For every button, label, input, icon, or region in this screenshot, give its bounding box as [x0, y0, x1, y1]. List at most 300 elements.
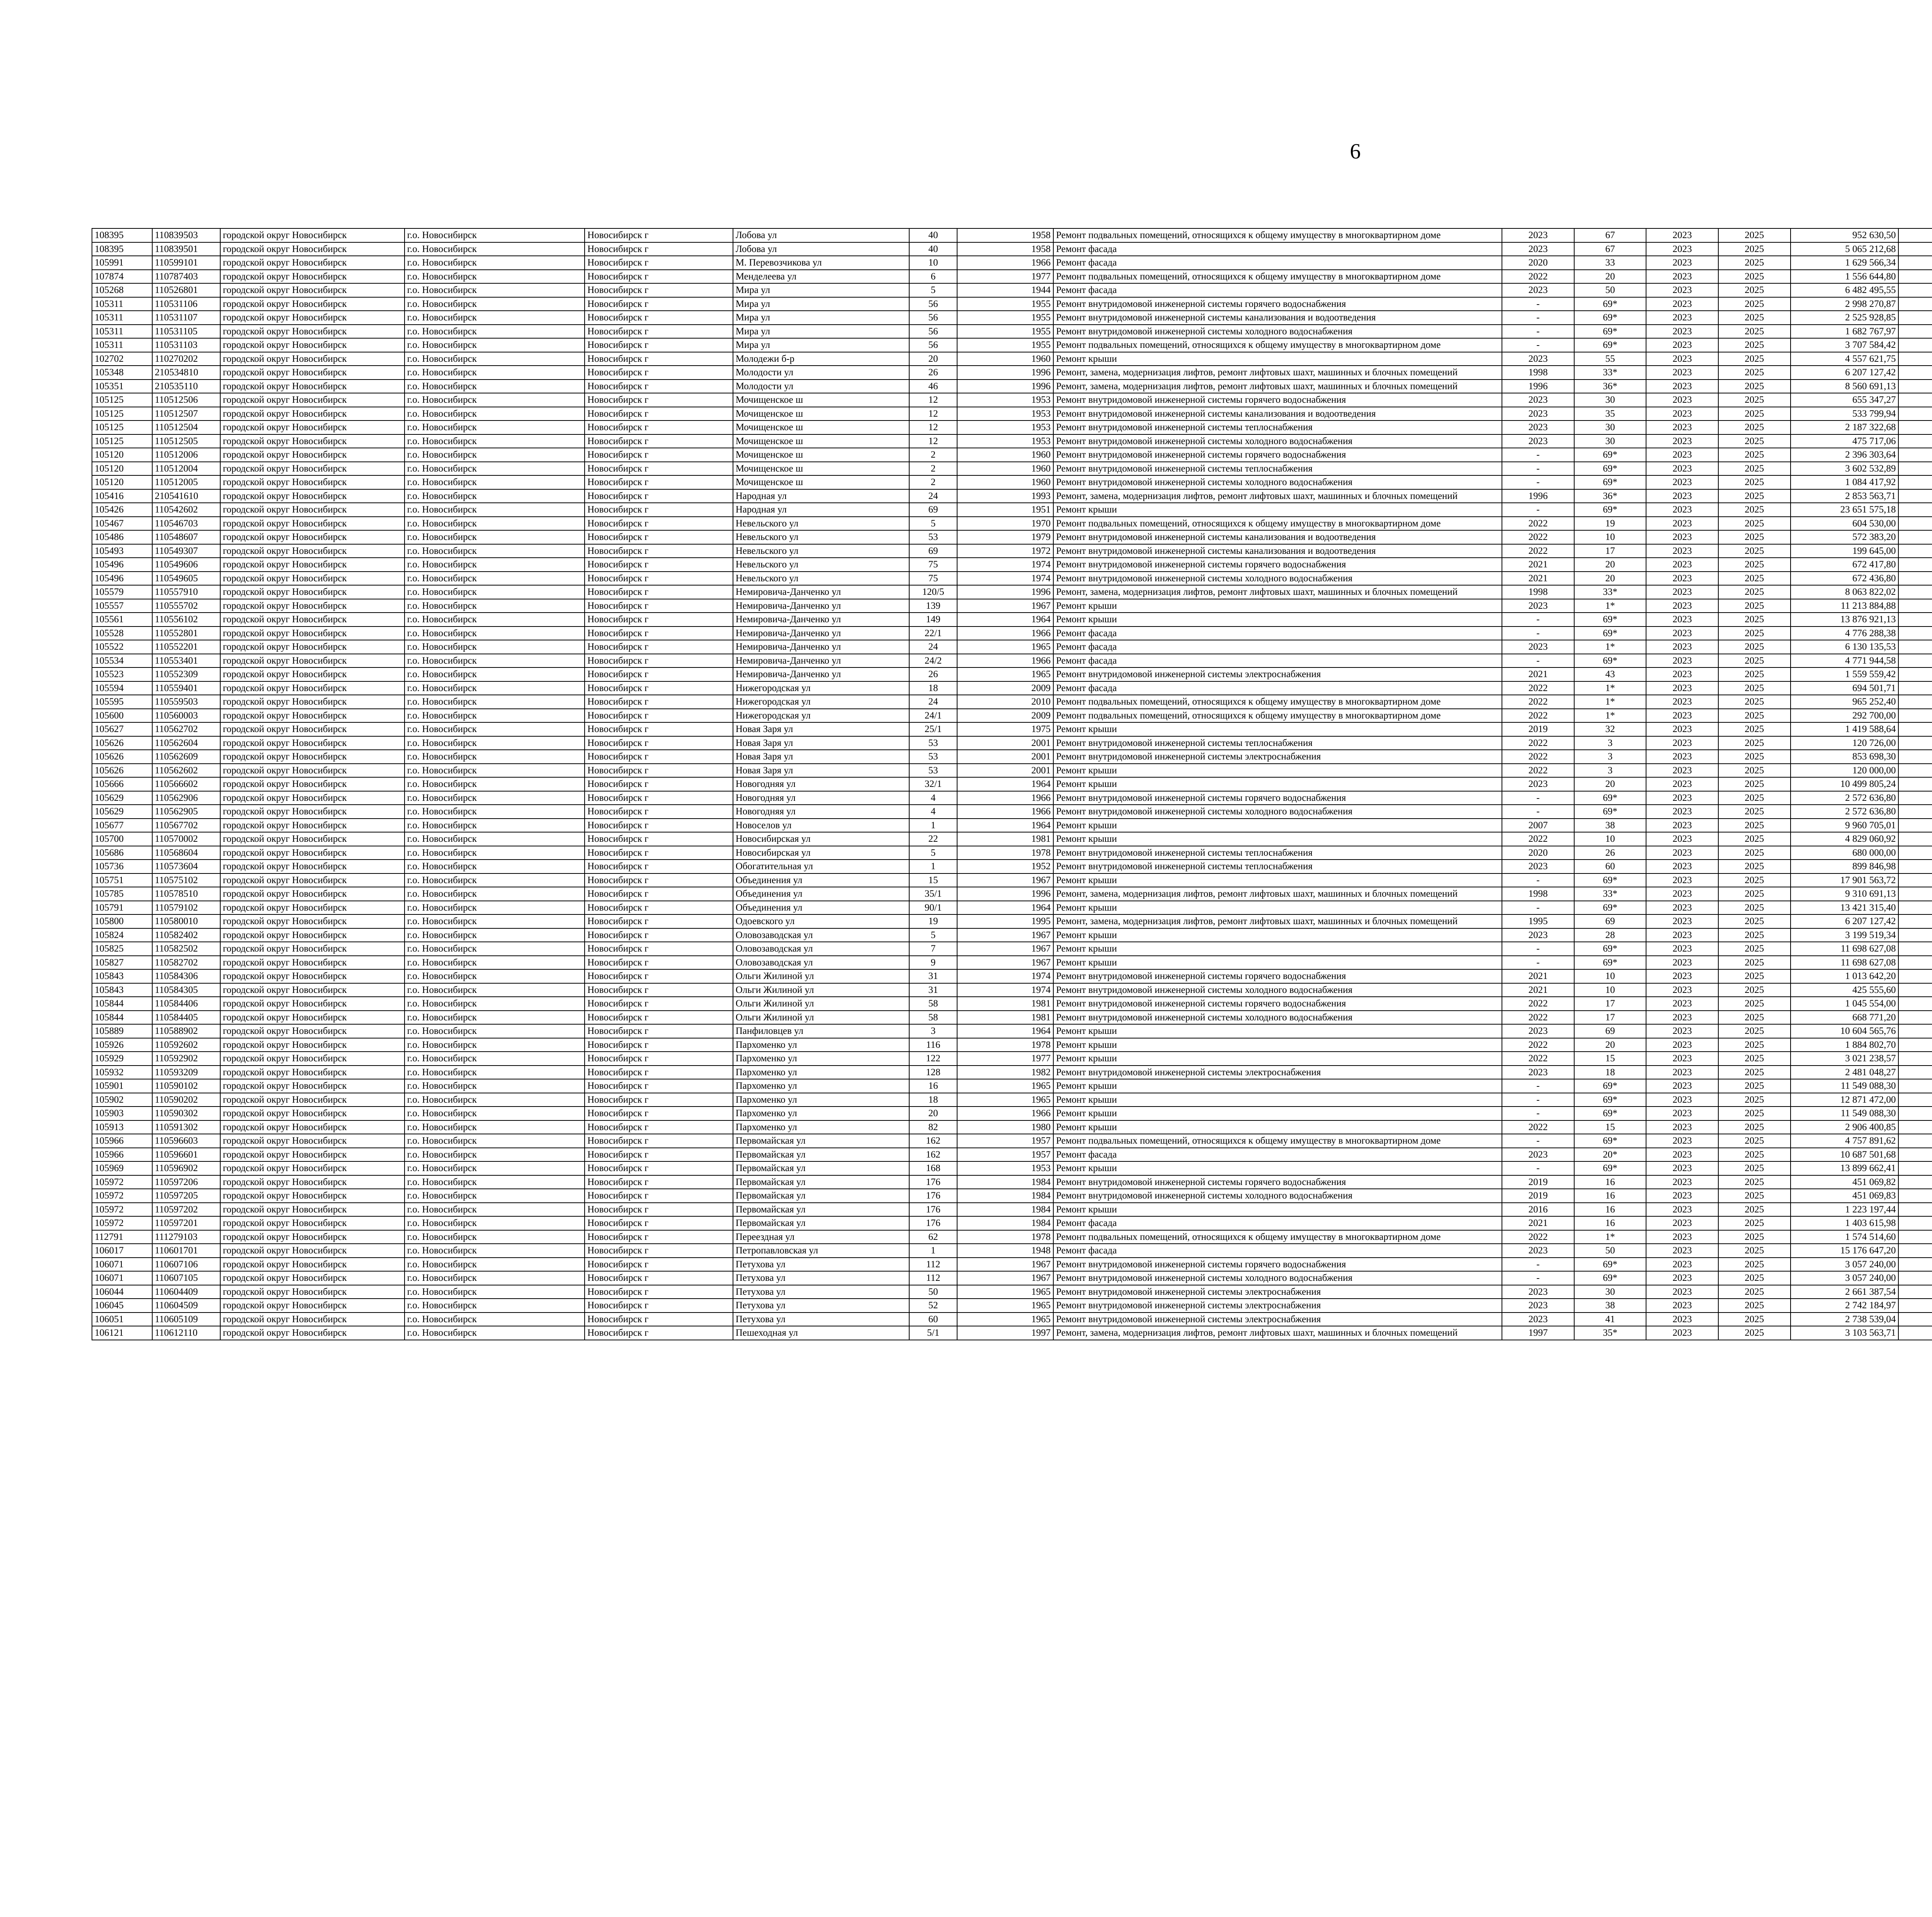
- cell-fund_amount: [1898, 983, 1932, 997]
- cell-plan_start: 2023: [1646, 695, 1718, 709]
- cell-wear: 10: [1574, 983, 1646, 997]
- cell-street: Невельского ул: [733, 558, 909, 572]
- cell-wear: 69: [1574, 1024, 1646, 1038]
- cell-municipality: городской округ Новосибирск: [220, 380, 405, 393]
- cell-code: 110552309: [152, 667, 220, 681]
- cell-plan_start: 2023: [1646, 819, 1718, 833]
- cell-year_last: -: [1502, 1258, 1574, 1272]
- cell-fund_amount: [1898, 805, 1932, 819]
- cell-plan_end: 2025: [1718, 681, 1791, 695]
- cell-urban_district: г.о. Новосибирск: [405, 1189, 585, 1203]
- cell-urban_district: г.о. Новосибирск: [405, 860, 585, 873]
- cell-house: 40: [909, 228, 957, 242]
- cell-wear: 41: [1574, 1313, 1646, 1326]
- cell-cost_total: 680 000,00: [1791, 846, 1899, 860]
- cell-year_last: 2023: [1502, 228, 1574, 242]
- cell-wear: 69*: [1574, 448, 1646, 462]
- cell-wear: 19: [1574, 517, 1646, 531]
- cell-urban_district: г.о. Новосибирск: [405, 503, 585, 517]
- cell-cost_total: 3 057 240,00: [1791, 1258, 1899, 1272]
- cell-plan_end: 2025: [1718, 283, 1791, 297]
- cell-house: 40: [909, 242, 957, 256]
- cell-year_last: 2022: [1502, 695, 1574, 709]
- cell-plan_start: 2023: [1646, 558, 1718, 572]
- cell-code: 110584306: [152, 969, 220, 983]
- cell-settlement: Новосибирск г: [585, 434, 733, 448]
- cell-settlement: Новосибирск г: [585, 777, 733, 791]
- registry-table: [92, 228, 1932, 1340]
- cell-code: 110557910: [152, 585, 220, 599]
- cell-street: М. Перевозчикова ул: [733, 256, 909, 270]
- cell-built: 1948: [957, 1244, 1053, 1258]
- cell-built: 1997: [957, 1326, 1053, 1340]
- cell-urban_district: г.о. Новосибирск: [405, 283, 585, 297]
- cell-settlement: Новосибирск г: [585, 256, 733, 270]
- cell-id: 105966: [92, 1134, 152, 1148]
- cell-municipality: городской округ Новосибирск: [220, 1038, 405, 1052]
- cell-code: 110596603: [152, 1134, 220, 1148]
- table-row: [92, 311, 1932, 325]
- cell-work: Ремонт внутридомовой инженерной системы электроснабжения: [1053, 1313, 1502, 1326]
- cell-built: 2001: [957, 736, 1053, 750]
- cell-plan_end: 2025: [1718, 1285, 1791, 1299]
- cell-code: 110559401: [152, 681, 220, 695]
- cell-work: Ремонт внутридомовой инженерной системы канализования и водоотведения: [1053, 544, 1502, 558]
- cell-cost_total: 4 557 621,75: [1791, 352, 1899, 366]
- cell-plan_start: 2023: [1646, 736, 1718, 750]
- cell-work: Ремонт крыши: [1053, 819, 1502, 833]
- cell-plan_end: 2025: [1718, 448, 1791, 462]
- cell-year_last: 2022: [1502, 1011, 1574, 1025]
- cell-wear: 69*: [1574, 791, 1646, 805]
- cell-municipality: городской округ Новосибирск: [220, 1024, 405, 1038]
- cell-work: Ремонт крыши: [1053, 1107, 1502, 1120]
- cell-fund_amount: [1898, 681, 1932, 695]
- cell-house: 75: [909, 558, 957, 572]
- cell-municipality: городской округ Новосибирск: [220, 667, 405, 681]
- cell-id: 105700: [92, 832, 152, 846]
- cell-urban_district: г.о. Новосибирск: [405, 805, 585, 819]
- table-row: [92, 503, 1932, 517]
- cell-code: 111279103: [152, 1230, 220, 1244]
- cell-cost_total: 3 103 563,71: [1791, 1326, 1899, 1340]
- cell-urban_district: г.о. Новосибирск: [405, 338, 585, 352]
- cell-plan_start: 2023: [1646, 1038, 1718, 1052]
- cell-cost_total: 2 998 270,87: [1791, 297, 1899, 311]
- cell-work: Ремонт, замена, модернизация лифтов, ремонт лифтовых шахт, машинных и блочных помещений: [1053, 914, 1502, 928]
- cell-settlement: Новосибирск г: [585, 709, 733, 723]
- table-row: [92, 475, 1932, 489]
- cell-year_last: 2022: [1502, 1038, 1574, 1052]
- cell-built: 1955: [957, 325, 1053, 339]
- cell-fund_amount: [1898, 352, 1932, 366]
- cell-code: 110597201: [152, 1216, 220, 1230]
- cell-id: 105416: [92, 489, 152, 503]
- cell-fund_amount: [1898, 1038, 1932, 1052]
- table-row: [92, 1175, 1932, 1189]
- cell-fund_amount: [1898, 860, 1932, 873]
- cell-plan_start: 2023: [1646, 599, 1718, 613]
- cell-work: Ремонт, замена, модернизация лифтов, ремонт лифтовых шахт, машинных и блочных помещений: [1053, 380, 1502, 393]
- cell-fund_amount: [1898, 1120, 1932, 1134]
- cell-urban_district: г.о. Новосибирск: [405, 654, 585, 668]
- cell-municipality: городской округ Новосибирск: [220, 819, 405, 833]
- cell-street: Ольги Жилиной ул: [733, 969, 909, 983]
- cell-id: 105736: [92, 860, 152, 873]
- cell-plan_start: 2023: [1646, 928, 1718, 942]
- cell-wear: 69*: [1574, 297, 1646, 311]
- cell-urban_district: г.о. Новосибирск: [405, 270, 585, 284]
- cell-built: 1966: [957, 1107, 1053, 1120]
- cell-urban_district: г.о. Новосибирск: [405, 983, 585, 997]
- cell-year_last: -: [1502, 338, 1574, 352]
- cell-settlement: Новосибирск г: [585, 722, 733, 736]
- cell-plan_start: 2023: [1646, 448, 1718, 462]
- cell-id: 108395: [92, 228, 152, 242]
- cell-street: Первомайская ул: [733, 1134, 909, 1148]
- cell-plan_start: 2023: [1646, 942, 1718, 956]
- cell-plan_start: 2023: [1646, 462, 1718, 476]
- cell-wear: 36*: [1574, 489, 1646, 503]
- cell-municipality: городской округ Новосибирск: [220, 640, 405, 654]
- cell-built: 1952: [957, 860, 1053, 873]
- cell-id: 107874: [92, 270, 152, 284]
- cell-fund_amount: [1898, 325, 1932, 339]
- cell-year_last: 2023: [1502, 283, 1574, 297]
- cell-house: 31: [909, 983, 957, 997]
- cell-settlement: Новосибирск г: [585, 1285, 733, 1299]
- cell-cost_total: 11 698 627,08: [1791, 942, 1899, 956]
- cell-year_last: 2023: [1502, 407, 1574, 421]
- cell-fund_amount: [1898, 475, 1932, 489]
- cell-code: 110526801: [152, 283, 220, 297]
- cell-municipality: городской округ Новосибирск: [220, 1011, 405, 1025]
- cell-plan_start: 2023: [1646, 1313, 1718, 1326]
- cell-year_last: 1998: [1502, 366, 1574, 380]
- cell-cost_total: 10 687 501,68: [1791, 1148, 1899, 1162]
- cell-settlement: Новосибирск г: [585, 503, 733, 517]
- cell-code: 110590202: [152, 1093, 220, 1107]
- cell-house: 69: [909, 503, 957, 517]
- cell-cost_total: 13 421 315,40: [1791, 901, 1899, 915]
- cell-municipality: городской округ Новосибирск: [220, 709, 405, 723]
- cell-urban_district: г.о. Новосибирск: [405, 764, 585, 778]
- cell-settlement: Новосибирск г: [585, 1066, 733, 1079]
- cell-code: 110579102: [152, 901, 220, 915]
- cell-urban_district: г.о. Новосибирск: [405, 1107, 585, 1120]
- cell-cost_total: 2 396 303,64: [1791, 448, 1899, 462]
- cell-street: Оловозаводская ул: [733, 928, 909, 942]
- cell-cost_total: 1 559 559,42: [1791, 667, 1899, 681]
- cell-year_last: 1996: [1502, 380, 1574, 393]
- cell-cost_total: 10 604 565,76: [1791, 1024, 1899, 1038]
- cell-house: 12: [909, 421, 957, 434]
- table-row: [92, 517, 1932, 531]
- cell-year_last: 2023: [1502, 1313, 1574, 1326]
- cell-code: 110568604: [152, 846, 220, 860]
- cell-settlement: Новосибирск г: [585, 544, 733, 558]
- cell-year_last: 2020: [1502, 846, 1574, 860]
- cell-settlement: Новосибирск г: [585, 846, 733, 860]
- table-row: [92, 764, 1932, 778]
- cell-plan_end: 2025: [1718, 942, 1791, 956]
- table-row: [92, 434, 1932, 448]
- cell-urban_district: г.о. Новосибирск: [405, 380, 585, 393]
- cell-fund_amount: [1898, 544, 1932, 558]
- cell-cost_total: 10 499 805,24: [1791, 777, 1899, 791]
- cell-urban_district: г.о. Новосибирск: [405, 791, 585, 805]
- cell-id: 106044: [92, 1285, 152, 1299]
- cell-year_last: 2022: [1502, 544, 1574, 558]
- cell-id: 105561: [92, 613, 152, 627]
- cell-cost_total: 120 000,00: [1791, 764, 1899, 778]
- cell-municipality: городской округ Новосибирск: [220, 860, 405, 873]
- cell-settlement: Новосибирск г: [585, 640, 733, 654]
- cell-urban_district: г.о. Новосибирск: [405, 709, 585, 723]
- cell-municipality: городской округ Новосибирск: [220, 764, 405, 778]
- cell-settlement: Новосибирск г: [585, 325, 733, 339]
- cell-fund_amount: [1898, 1148, 1932, 1162]
- cell-street: Ольги Жилиной ул: [733, 983, 909, 997]
- cell-built: 1966: [957, 654, 1053, 668]
- cell-house: 18: [909, 681, 957, 695]
- cell-cost_total: 451 069,82: [1791, 1175, 1899, 1189]
- cell-settlement: Новосибирск г: [585, 860, 733, 873]
- cell-work: Ремонт внутридомовой инженерной системы холодного водоснабжения: [1053, 1189, 1502, 1203]
- cell-plan_start: 2023: [1646, 1244, 1718, 1258]
- cell-built: 1967: [957, 1258, 1053, 1272]
- cell-house: 6: [909, 270, 957, 284]
- cell-municipality: городской округ Новосибирск: [220, 1216, 405, 1230]
- cell-built: 1960: [957, 352, 1053, 366]
- cell-settlement: Новосибирск г: [585, 928, 733, 942]
- cell-work: Ремонт крыши: [1053, 1093, 1502, 1107]
- cell-plan_start: 2023: [1646, 667, 1718, 681]
- cell-municipality: городской округ Новосибирск: [220, 1134, 405, 1148]
- cell-house: 24: [909, 489, 957, 503]
- cell-cost_total: 8 560 691,13: [1791, 380, 1899, 393]
- cell-built: 2009: [957, 681, 1053, 695]
- cell-house: 2: [909, 462, 957, 476]
- table-row: [92, 1011, 1932, 1025]
- cell-fund_amount: [1898, 928, 1932, 942]
- cell-fund_amount: [1898, 448, 1932, 462]
- cell-house: 116: [909, 1038, 957, 1052]
- cell-urban_district: г.о. Новосибирск: [405, 448, 585, 462]
- cell-built: 1965: [957, 1093, 1053, 1107]
- cell-house: 31: [909, 969, 957, 983]
- cell-built: 1965: [957, 1299, 1053, 1313]
- cell-id: 105972: [92, 1175, 152, 1189]
- cell-year_last: -: [1502, 613, 1574, 627]
- cell-wear: 20: [1574, 270, 1646, 284]
- cell-fund_amount: [1898, 283, 1932, 297]
- cell-wear: 69*: [1574, 1079, 1646, 1093]
- cell-house: 35/1: [909, 887, 957, 901]
- cell-settlement: Новосибирск г: [585, 489, 733, 503]
- cell-plan_end: 2025: [1718, 1134, 1791, 1148]
- cell-work: Ремонт внутридомовой инженерной системы холодного водоснабжения: [1053, 325, 1502, 339]
- cell-street: Петропавловская ул: [733, 1244, 909, 1258]
- table-row: [92, 1230, 1932, 1244]
- cell-street: Пархоменко ул: [733, 1052, 909, 1066]
- cell-code: 110553401: [152, 654, 220, 668]
- cell-id: 105579: [92, 585, 152, 599]
- cell-street: Панфиловцев ул: [733, 1024, 909, 1038]
- cell-wear: 69*: [1574, 873, 1646, 887]
- cell-cost_total: 2 187 322,68: [1791, 421, 1899, 434]
- cell-plan_start: 2023: [1646, 297, 1718, 311]
- cell-id: 105686: [92, 846, 152, 860]
- cell-street: Мочищенское ш: [733, 393, 909, 407]
- cell-work: Ремонт, замена, модернизация лифтов, ремонт лифтовых шахт, машинных и блочных помещений: [1053, 1326, 1502, 1340]
- cell-street: Оловозаводская ул: [733, 956, 909, 970]
- cell-fund_amount: [1898, 366, 1932, 380]
- cell-code: 110549606: [152, 558, 220, 572]
- cell-fund_amount: [1898, 434, 1932, 448]
- cell-wear: 69*: [1574, 1271, 1646, 1285]
- cell-wear: 67: [1574, 242, 1646, 256]
- cell-cost_total: 1 556 644,80: [1791, 270, 1899, 284]
- cell-house: 52: [909, 1299, 957, 1313]
- cell-municipality: городской округ Новосибирск: [220, 366, 405, 380]
- table-row: [92, 1285, 1932, 1299]
- cell-year_last: 2023: [1502, 928, 1574, 942]
- cell-code: 110584305: [152, 983, 220, 997]
- cell-street: Первомайская ул: [733, 1148, 909, 1162]
- table-row: [92, 489, 1932, 503]
- cell-wear: 3: [1574, 764, 1646, 778]
- table-row: [92, 901, 1932, 915]
- cell-work: Ремонт подвальных помещений, относящихся к общему имуществу в многоквартирном доме: [1053, 517, 1502, 531]
- cell-code: 210535110: [152, 380, 220, 393]
- cell-wear: 1*: [1574, 681, 1646, 695]
- cell-cost_total: 533 799,94: [1791, 407, 1899, 421]
- cell-code: 110270202: [152, 352, 220, 366]
- cell-built: 2010: [957, 695, 1053, 709]
- cell-house: 24: [909, 695, 957, 709]
- cell-street: Ольги Жилиной ул: [733, 997, 909, 1011]
- table-row: [92, 969, 1932, 983]
- cell-municipality: городской округ Новосибирск: [220, 1189, 405, 1203]
- cell-cost_total: 11 549 088,30: [1791, 1107, 1899, 1120]
- cell-municipality: городской округ Новосибирск: [220, 1258, 405, 1272]
- cell-id: 105626: [92, 764, 152, 778]
- cell-plan_end: 2025: [1718, 530, 1791, 544]
- cell-year_last: -: [1502, 311, 1574, 325]
- cell-built: 1977: [957, 1052, 1053, 1066]
- cell-code: 110566602: [152, 777, 220, 791]
- table-row: [92, 640, 1932, 654]
- cell-plan_start: 2023: [1646, 901, 1718, 915]
- cell-plan_end: 2025: [1718, 407, 1791, 421]
- cell-built: 1960: [957, 462, 1053, 476]
- cell-work: Ремонт крыши: [1053, 1161, 1502, 1175]
- cell-fund_amount: [1898, 1134, 1932, 1148]
- cell-plan_start: 2023: [1646, 1052, 1718, 1066]
- cell-urban_district: г.о. Новосибирск: [405, 366, 585, 380]
- cell-plan_end: 2025: [1718, 297, 1791, 311]
- cell-urban_district: г.о. Новосибирск: [405, 544, 585, 558]
- cell-year_last: 2021: [1502, 572, 1574, 586]
- cell-plan_end: 2025: [1718, 667, 1791, 681]
- cell-work: Ремонт крыши: [1053, 1079, 1502, 1093]
- cell-plan_start: 2023: [1646, 1203, 1718, 1217]
- cell-urban_district: г.о. Новосибирск: [405, 462, 585, 476]
- cell-municipality: городской округ Новосибирск: [220, 489, 405, 503]
- cell-fund_amount: [1898, 942, 1932, 956]
- cell-built: 1984: [957, 1175, 1053, 1189]
- cell-plan_end: 2025: [1718, 1189, 1791, 1203]
- cell-wear: 16: [1574, 1203, 1646, 1217]
- cell-wear: 69*: [1574, 1258, 1646, 1272]
- cell-fund_amount: [1898, 393, 1932, 407]
- cell-urban_district: г.о. Новосибирск: [405, 1024, 585, 1038]
- cell-urban_district: г.о. Новосибирск: [405, 242, 585, 256]
- cell-year_last: -: [1502, 1107, 1574, 1120]
- cell-built: 1984: [957, 1216, 1053, 1230]
- cell-plan_start: 2023: [1646, 1107, 1718, 1120]
- cell-year_last: 2019: [1502, 1175, 1574, 1189]
- cell-plan_start: 2023: [1646, 325, 1718, 339]
- cell-municipality: городской округ Новосибирск: [220, 256, 405, 270]
- cell-municipality: городской округ Новосибирск: [220, 572, 405, 586]
- cell-wear: 20: [1574, 572, 1646, 586]
- cell-plan_start: 2023: [1646, 1148, 1718, 1162]
- cell-plan_start: 2023: [1646, 681, 1718, 695]
- cell-code: 110546703: [152, 517, 220, 531]
- cell-cost_total: 3 707 584,42: [1791, 338, 1899, 352]
- cell-wear: 1*: [1574, 1230, 1646, 1244]
- cell-id: 106071: [92, 1271, 152, 1285]
- cell-fund_amount: [1898, 1299, 1932, 1313]
- table-row: [92, 530, 1932, 544]
- cell-municipality: городской округ Новосибирск: [220, 1244, 405, 1258]
- cell-plan_start: 2023: [1646, 338, 1718, 352]
- cell-house: 176: [909, 1189, 957, 1203]
- cell-cost_total: 1 884 802,70: [1791, 1038, 1899, 1052]
- cell-year_last: 2022: [1502, 530, 1574, 544]
- cell-fund_amount: [1898, 1258, 1932, 1272]
- cell-house: 46: [909, 380, 957, 393]
- table-row: [92, 860, 1932, 873]
- cell-settlement: Новосибирск г: [585, 887, 733, 901]
- cell-plan_end: 2025: [1718, 819, 1791, 833]
- cell-house: 53: [909, 764, 957, 778]
- table-row: [92, 572, 1932, 586]
- cell-urban_district: г.о. Новосибирск: [405, 667, 585, 681]
- table-row: [92, 297, 1932, 311]
- cell-code: 110604509: [152, 1299, 220, 1313]
- cell-municipality: городской округ Новосибирск: [220, 475, 405, 489]
- cell-work: Ремонт крыши: [1053, 1052, 1502, 1066]
- cell-street: Лобова ул: [733, 242, 909, 256]
- cell-year_last: -: [1502, 297, 1574, 311]
- cell-fund_amount: [1898, 256, 1932, 270]
- cell-plan_end: 2025: [1718, 1011, 1791, 1025]
- cell-plan_end: 2025: [1718, 928, 1791, 942]
- cell-work: Ремонт внутридомовой инженерной системы горячего водоснабжения: [1053, 558, 1502, 572]
- cell-municipality: городской округ Новосибирск: [220, 421, 405, 434]
- cell-cost_total: 694 501,71: [1791, 681, 1899, 695]
- cell-settlement: Новосибирск г: [585, 681, 733, 695]
- cell-work: Ремонт внутридомовой инженерной системы горячего водоснабжения: [1053, 997, 1502, 1011]
- cell-settlement: Новосибирск г: [585, 1216, 733, 1230]
- cell-code: 110584405: [152, 1011, 220, 1025]
- table-row: [92, 352, 1932, 366]
- cell-settlement: Новосибирск г: [585, 352, 733, 366]
- cell-municipality: городской округ Новосибирск: [220, 585, 405, 599]
